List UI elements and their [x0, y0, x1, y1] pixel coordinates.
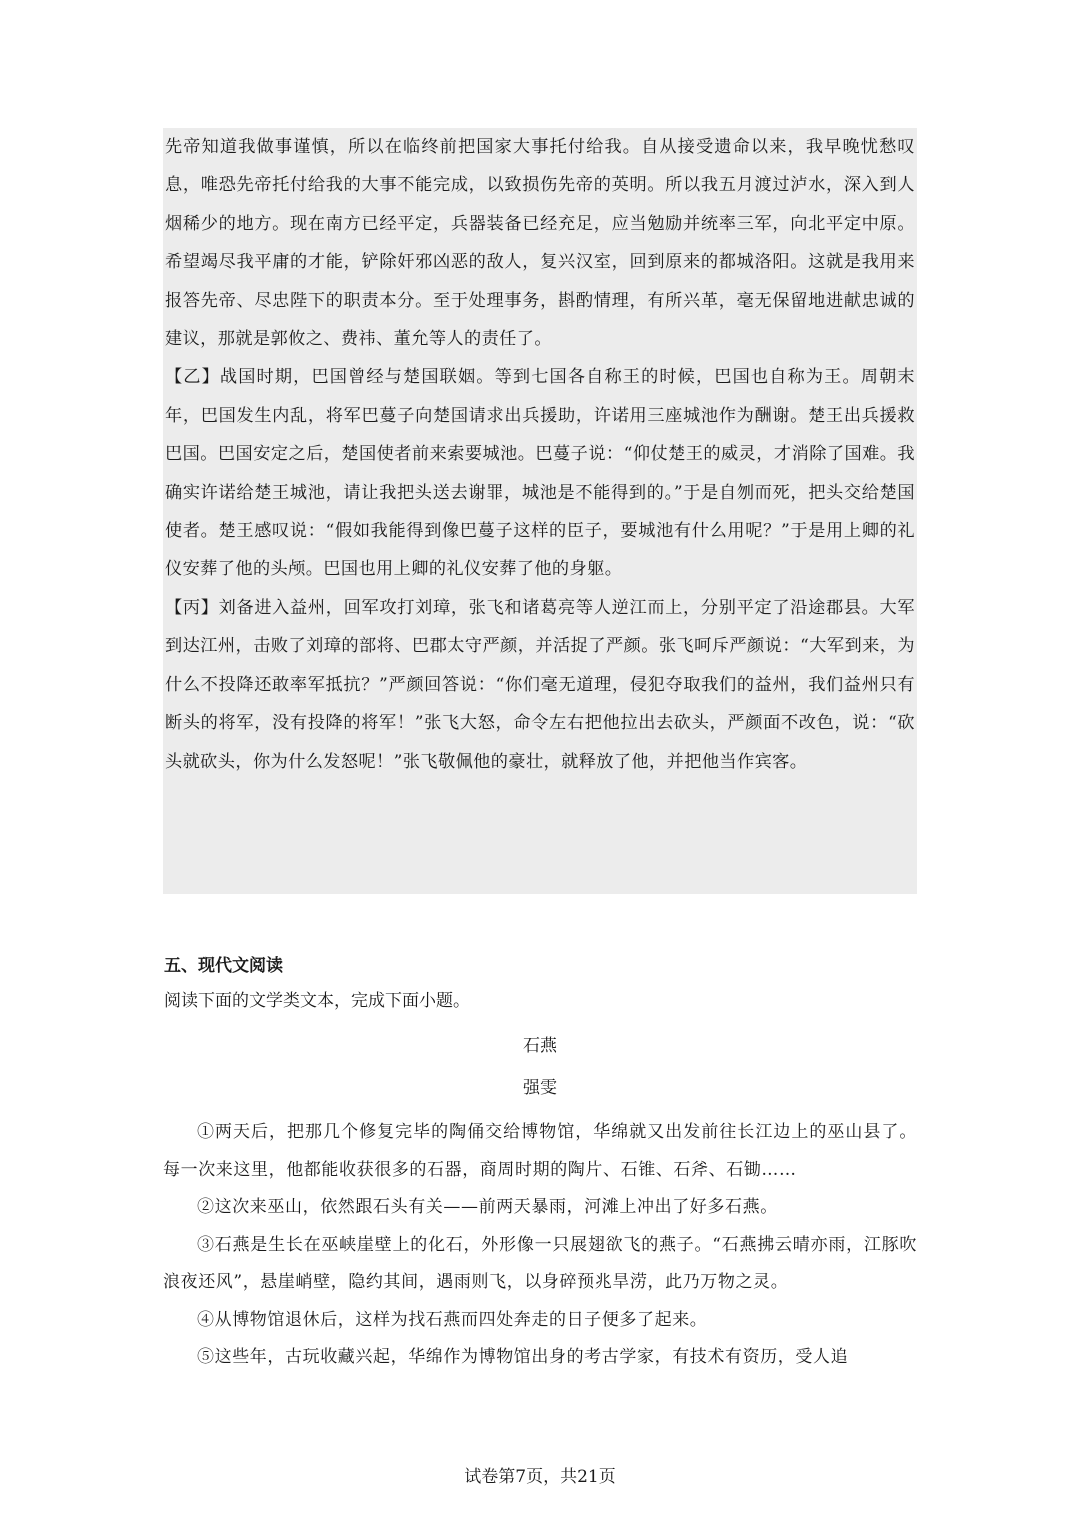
translation-jia-paragraph: 先帝知道我做事谨慎，所以在临终前把国家大事托付给我。自从接受遗命以来，我早晚忧愁叹息，唯恐先帝托付给我的大事不能完成，以致损伤先帝的英明。所以我五月渡过泸水，深入到人烟稀少的地方。现在南方已经平定，兵器装备已经充足，应当勉励并统率三军，向北平定中原。希望竭尽我平庸的才能，铲除奸邪凶恶的敌人，复兴汉室，回到原来的都城洛阳。这就是我用来报答先帝、尽忠陛下的职责本分。至于处理事务，斟酌情理，有所兴革，毫无保留地进献忠诚的建议，那就是郭攸之、费祎、董允等人的责任了。 — [165, 137, 915, 350]
section-heading: 五、现代文阅读 — [164, 956, 283, 976]
translation-yi-paragraph: 【乙】战国时期，巴国曾经与楚国联姻。等到七国各自称王的时候，巴国也自称为王。周朝末年，巴国发生内乱，将军巴蔓子向楚国请求出兵援助，许诺用三座城池作为酬谢。楚王出兵援救巴国。巴国安定之后，楚国使者前来索要城池。巴蔓子说：“仰仗楚王的威灵，才消除了国难。我确实许诺给楚王城池，请让我把头送去谢罪，城池是不能得到的。”于是自刎而死，把头交给楚国使者。楚王感叹说：“假如我能得到像巴蔓子这样的臣子，要城池有什么用呢？”于是用上卿的礼仪安葬了他的头颅。巴国也用上卿的礼仪安葬了他的身躯。 — [165, 367, 915, 580]
story-paragraph: ②这次来巫山，依然跟石头有关——前两天暴雨，河滩上冲出了好多石燕。 — [197, 1197, 778, 1217]
story-paragraph: ④从博物馆退休后，这样为找石燕而四处奔走的日子便多了起来。 — [197, 1309, 708, 1330]
story-paragraph: ①两天后，把那几个修复完毕的陶俑交给博物馆，华绵就又出发前往长江边上的巫山县了。每一次来这里，他都能收获很多的石器，商周时期的陶片、石锥、石斧、石锄…… — [163, 1122, 917, 1180]
page-number: 试卷第7页，共21页 — [464, 1467, 616, 1487]
story-author: 强雯 — [523, 1078, 557, 1098]
section-instruction: 阅读下面的文学类文本，完成下面小题。 — [164, 991, 470, 1011]
story-title: 石燕 — [523, 1036, 557, 1056]
story-paragraph: ③石燕是生长在巫峡崖壁上的化石，外形像一只展翅欲飞的燕子。“石燕拂云晴亦雨，江豚吹浪夜还风”，悬崖峭壁，隐约其间，遇雨则飞，以身碎预兆旱涝，此乃万物之灵。 — [163, 1234, 917, 1292]
translation-block — [163, 128, 917, 894]
story-paragraph: ⑤这些年，古玩收藏兴起，华绵作为博物馆出身的考古学家，有技术有资历，受人追 — [197, 1347, 849, 1367]
translation-bing-paragraph: 【丙】刘备进入益州，回军攻打刘璋，张飞和诸葛亮等人逆江而上，分别平定了沿途郡县。大军到达江州，击败了刘璋的部将、巴郡太守严颜，并活捉了严颜。张飞呵斥严颜说：“大军到来，为什么不投降还敢率军抵抗？”严颜回答说：“你们毫无道理，侵犯夺取我们的益州，我们益州只有断头的将军，没有投降的将军！”张飞大怒，命令左右把他拉出去砍头，严颜面不改色，说：“砍头就砍头，你为什么发怒呢！”张飞敬佩他的豪壮，就释放了他，并把他当作宾客。 — [165, 597, 915, 772]
story-body — [163, 1114, 917, 1377]
